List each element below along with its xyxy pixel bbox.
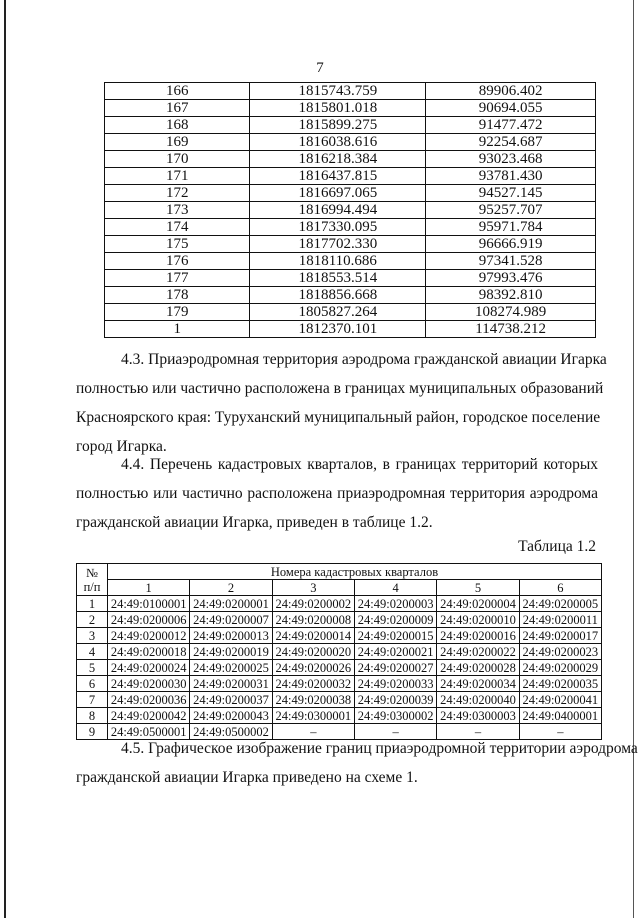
table-row [77,708,602,724]
table-row [77,660,602,676]
coordinates-row [105,134,596,151]
coordinates-row [105,117,596,134]
point-number-cell: 171 [105,168,250,185]
point-number-cell: 173 [105,202,250,219]
x-coordinate-cell: 1818856.668 [250,287,426,304]
cadastral-number-cell: 24:49:0300003 [437,708,519,724]
column-header: 4 [354,580,436,596]
cadastral-number-cell: 24:49:0200026 [272,660,354,676]
coordinates-row [105,151,596,168]
cadastral-number-cell: 24:49:0200009 [354,612,436,628]
x-coordinate-cell: 1805827.264 [250,304,426,321]
x-coordinate-cell: 1815743.759 [250,83,426,100]
cadastral-number-cell: 24:49:0500002 [190,724,272,740]
paragraph-line: 4.4. Перечень кадастровых кварталов, в границах территорий которых [121,456,598,473]
coordinates-table [104,82,596,338]
y-coordinate-cell: 93023.468 [426,151,596,168]
point-number-cell: 178 [105,287,250,304]
coordinates-row [105,270,596,287]
column-header: 6 [519,580,601,596]
point-number-cell: 167 [105,100,250,117]
y-coordinate-cell: 89906.402 [426,83,596,100]
cadastral-number-cell: 24:49:0200027 [354,660,436,676]
cadastral-number-cell: 24:49:0200015 [354,628,436,644]
cadastral-number-cell: 24:49:0200036 [108,692,190,708]
point-number-cell: 169 [105,134,250,151]
coordinates-row [105,236,596,253]
cadastral-number-cell: 24:49:0200034 [437,676,519,692]
point-number-cell: 177 [105,270,250,287]
num-header-abbr: п/п [83,579,101,594]
cadastral-number-cell: 24:49:0300002 [354,708,436,724]
row-number-cell: 8 [77,708,108,724]
x-coordinate-cell: 1815899.275 [250,117,426,134]
cadastral-number-cell: 24:49:0200006 [108,612,190,628]
cadastral-number-cell: 24:49:0200012 [108,628,190,644]
cadastral-number-cell: 24:49:0200042 [108,708,190,724]
y-coordinate-cell: 114738.212 [426,321,596,338]
paragraph-4-5 [76,734,638,792]
cadastral-number-cell: 24:49:0200021 [354,644,436,660]
cadastral-number-cell: 24:49:0100001 [108,596,190,612]
cadastral-number-cell: 24:49:0200032 [272,676,354,692]
x-coordinate-cell: 1816038.616 [250,134,426,151]
row-number-cell: 5 [77,660,108,676]
y-coordinate-cell: 92254.687 [426,134,596,151]
num-header [77,564,108,596]
x-coordinate-cell: 1818110.686 [250,253,426,270]
row-number-cell: 1 [77,596,108,612]
cadastral-number-cell: 24:49:0200002 [272,596,354,612]
cadastral-number-cell: 24:49:0200040 [437,692,519,708]
cadastral-number-cell: 24:49:0200043 [190,708,272,724]
point-number-cell: 166 [105,83,250,100]
table-row [77,676,602,692]
cadastral-quarters-table [76,563,602,740]
paragraph-line: гражданской авиации Игарка, приведен в таблице 1.2. [76,514,433,531]
cadastral-number-cell: 24:49:0200030 [108,676,190,692]
cadastral-number-cell: 24:49:0500001 [108,724,190,740]
x-coordinate-cell: 1817330.095 [250,219,426,236]
x-coordinate-cell: 1816218.384 [250,151,426,168]
cadastral-number-cell: 24:49:0200038 [272,692,354,708]
table-caption: Таблица 1.2 [518,538,596,555]
x-coordinate-cell: 1816437.815 [250,168,426,185]
x-coordinate-cell: 1816697.065 [250,185,426,202]
coordinates-row [105,304,596,321]
cadastral-number-cell: 24:49:0200010 [437,612,519,628]
row-number-cell: 3 [77,628,108,644]
paragraph-4-3 [76,345,607,461]
paragraph-line: город Игарка. [76,438,167,455]
y-coordinate-cell: 93781.430 [426,168,596,185]
point-number-cell: 172 [105,185,250,202]
coordinates-row [105,219,596,236]
cadastral-number-cell: 24:49:0200024 [108,660,190,676]
coordinates-row [105,83,596,100]
table-row [77,644,602,660]
cadastral-number-cell: 24:49:0200004 [437,596,519,612]
cadastral-number-cell: 24:49:0200003 [354,596,436,612]
x-coordinate-cell: 1817702.330 [250,236,426,253]
paragraph-line: гражданской авиации Игарка приведено на схеме 1. [76,769,418,786]
paragraph-line: 4.5. Графическое изображение границ приаэродромной территории аэродрома [121,740,638,757]
cadastral-number-cell: 24:49:0200008 [272,612,354,628]
cadastral-number-cell: 24:49:0200013 [190,628,272,644]
coordinates-row [105,168,596,185]
row-number-cell: 2 [77,612,108,628]
paragraph-line: Красноярского края: Туруханский муниципальный район, городское поселение [76,409,601,426]
x-coordinate-cell: 1816994.494 [250,202,426,219]
cadastral-number-cell: 24:49:0300001 [272,708,354,724]
cadastral-number-cell: 24:49:0200017 [519,628,601,644]
num-header-symbol: № [86,565,98,580]
group-header: Номера кадастровых кварталов [108,564,602,580]
point-number-cell: 175 [105,236,250,253]
column-header: 1 [108,580,190,596]
cadastral-number-cell: 24:49:0200033 [354,676,436,692]
y-coordinate-cell: 96666.919 [426,236,596,253]
point-number-cell: 176 [105,253,250,270]
point-number-cell: 179 [105,304,250,321]
cadastral-number-cell: 24:49:0200041 [519,692,601,708]
point-number-cell: 168 [105,117,250,134]
cadastral-number-cell: 24:49:0200019 [190,644,272,660]
y-coordinate-cell: 97341.528 [426,253,596,270]
cadastral-number-cell: 24:49:0200031 [190,676,272,692]
cadastral-number-cell: 24:49:0200011 [519,612,601,628]
cadastral-number-cell: – [354,724,436,740]
coordinates-row [105,253,596,270]
cadastral-number-cell: 24:49:0200039 [354,692,436,708]
scan-right-edge [633,0,634,918]
coordinates-row [105,287,596,304]
y-coordinate-cell: 98392.810 [426,287,596,304]
cadastral-number-cell: – [272,724,354,740]
row-number-cell: 4 [77,644,108,660]
cadastral-number-cell: 24:49:0200014 [272,628,354,644]
point-number-cell: 170 [105,151,250,168]
paragraph-line: полностью или частично расположена приаэродромная территория аэродрома [76,485,598,502]
paragraph-4-4 [76,450,598,537]
y-coordinate-cell: 95971.784 [426,219,596,236]
cadastral-number-cell: 24:49:0200007 [190,612,272,628]
table-row [77,612,602,628]
scan-left-edge [4,0,6,918]
row-number-cell: 9 [77,724,108,740]
coordinates-row [105,321,596,338]
y-coordinate-cell: 94527.145 [426,185,596,202]
coordinates-row [105,202,596,219]
cadastral-number-cell: 24:49:0200016 [437,628,519,644]
cadastral-number-cell: 24:49:0200028 [437,660,519,676]
y-coordinate-cell: 91477.472 [426,117,596,134]
cadastral-number-cell: 24:49:0200037 [190,692,272,708]
cadastral-number-cell: 24:49:0200035 [519,676,601,692]
y-coordinate-cell: 108274.989 [426,304,596,321]
cadastral-number-cell: 24:49:0200020 [272,644,354,660]
row-number-cell: 7 [77,692,108,708]
column-header: 2 [190,580,272,596]
column-header: 5 [437,580,519,596]
x-coordinate-cell: 1818553.514 [250,270,426,287]
cadastral-number-cell: 24:49:0200023 [519,644,601,660]
y-coordinate-cell: 90694.055 [426,100,596,117]
cadastral-number-cell: – [437,724,519,740]
cadastral-number-cell: – [519,724,601,740]
cadastral-number-cell: 24:49:0200022 [437,644,519,660]
x-coordinate-cell: 1815801.018 [250,100,426,117]
table-row [77,596,602,612]
y-coordinate-cell: 97993.476 [426,270,596,287]
point-number-cell: 1 [105,321,250,338]
cadastral-number-cell: 24:49:0200025 [190,660,272,676]
table-row [77,628,602,644]
paragraph-line: полностью или частично расположена в границах муниципальных образований [76,380,604,397]
cadastral-number-cell: 24:49:0400001 [519,708,601,724]
paragraph-line: 4.3. Приаэродромная территория аэродрома гражданской авиации Игарка [121,351,607,368]
cadastral-number-cell: 24:49:0200018 [108,644,190,660]
coordinates-row [105,100,596,117]
row-number-cell: 6 [77,676,108,692]
x-coordinate-cell: 1812370.101 [250,321,426,338]
cadastral-number-cell: 24:49:0200029 [519,660,601,676]
cadastral-number-cell: 24:49:0200005 [519,596,601,612]
cadastral-number-cell: 24:49:0200001 [190,596,272,612]
point-number-cell: 174 [105,219,250,236]
y-coordinate-cell: 95257.707 [426,202,596,219]
coordinates-row [105,185,596,202]
page-number: 7 [316,60,324,76]
column-header: 3 [272,580,354,596]
table-row [77,692,602,708]
